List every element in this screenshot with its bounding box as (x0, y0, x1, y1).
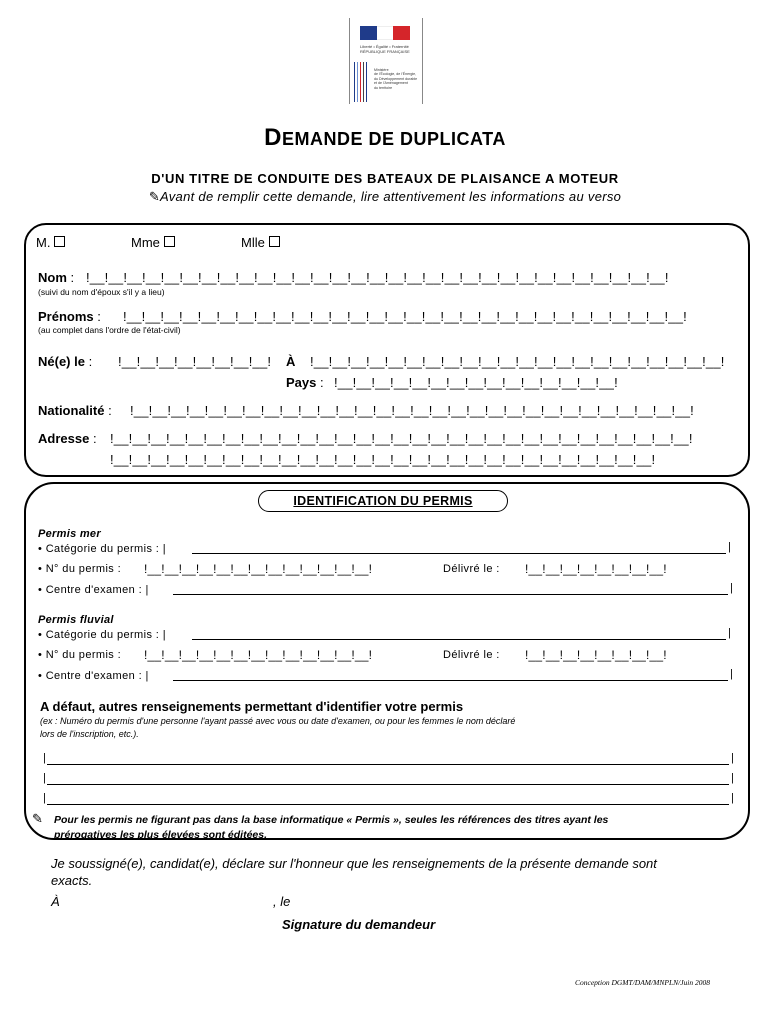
lieu-field[interactable]: !__!__!__!__!__!__!__!__!__!__!__!__!__!__!__!__!__!__!__!__!__!__! (310, 354, 725, 369)
civility-mme[interactable]: Mme (131, 235, 175, 250)
permit-heading: IDENTIFICATION DU PERMIS (258, 490, 508, 512)
nom-hint: (suivi du nom d'époux s'il y a lieu) (38, 287, 165, 297)
prenoms-label: Prénoms : (38, 309, 101, 324)
pointing-hand-icon: ✎ (148, 189, 161, 204)
mer-numero-row[interactable]: • N° du permis : !__!__!__!__!__!__!__!__!__!__!__!__!__! (38, 562, 373, 576)
notice: ✎Avant de remplir cette demande, lire attentivement les informations au verso (148, 189, 622, 204)
declaration-line-1: Je soussigné(e), candidat(e), déclare sur l'honneur que les renseignements de la présente demande sont (51, 856, 657, 871)
adresse-label: Adresse : (38, 431, 97, 446)
fluvial-delivre-label: Délivré le : (443, 649, 500, 661)
pays-label: Pays : (286, 375, 324, 390)
prenoms-hint: (au complet dans l'ordre de l'état-civil) (38, 325, 181, 335)
pointing-hand-icon: ✎ (32, 811, 43, 826)
naissance-label: Né(e) le : (38, 354, 93, 369)
logo-republic: RÉPUBLIQUE FRANÇAISE (360, 49, 410, 54)
page-title: DEMANDE DE DUPLICATA (264, 124, 506, 151)
mer-categorie-row[interactable]: • Catégorie du permis : | | (38, 541, 732, 555)
pays-field[interactable]: !__!__!__!__!__!__!__!__!__!__!__!__!__!__!__! (334, 375, 618, 390)
mer-delivre-label: Délivré le : (443, 563, 500, 575)
signature-label: Signature du demandeur (282, 917, 436, 932)
page-subtitle: D'UN TITRE DE CONDUITE DES BATEAUX DE PLAISANCE A MOTEUR (151, 171, 619, 186)
adresse-field-2[interactable]: !__!__!__!__!__!__!__!__!__!__!__!__!__!__!__!__!__!__!__!__!__!__!__!__!__!__!__!__!__! (110, 452, 656, 467)
nationalite-field[interactable]: !__!__!__!__!__!__!__!__!__!__!__!__!__!__!__!__!__!__!__!__!__!__!__!__!__!__!__!__!__!__! (130, 403, 694, 418)
ministry-stripes-icon (354, 62, 370, 102)
date-label: , le (273, 894, 291, 909)
nom-label: Nom : (38, 270, 75, 285)
prenoms-field[interactable]: !__!__!__!__!__!__!__!__!__!__!__!__!__!__!__!__!__!__!__!__!__!__!__!__!__!__!__!__!__!__! (123, 309, 687, 324)
other-info-title: A défaut, autres renseignements permettant d'identifier votre permis (40, 699, 464, 714)
fluvial-categorie-row[interactable]: • Catégorie du permis : | | (38, 627, 732, 641)
other-info-line-1[interactable]: | | (43, 752, 734, 764)
fluvial-delivre-field[interactable]: !__!__!__!__!__!__!__!__! (525, 648, 667, 662)
checkbox-mme[interactable] (164, 236, 175, 247)
permit-note-2: prérogatives les plus élevées sont éditées. (54, 829, 268, 841)
flag-icon (360, 26, 410, 40)
logo-motto: Liberté • Égalité • Fraternité (360, 44, 409, 49)
other-info-hint-1: (ex : Numéro du permis d'une personne l'ayant passé avec vous ou date d'examen, ou pour les femmes le nom déclaré (40, 716, 516, 726)
lieu-label: À (286, 354, 296, 369)
marianne-logo (349, 18, 423, 104)
checkbox-m[interactable] (54, 236, 65, 247)
naissance-date-field[interactable]: !__!__!__!__!__!__!__!__! (118, 354, 272, 369)
permit-note-1: Pour les permis ne figurant pas dans la base informatique « Permis », seules les références des titres ayant les (54, 814, 609, 826)
civility-m[interactable]: M. (36, 235, 65, 250)
credit: Conception DGMT/DAM/MNPLN/Juin 2008 (575, 978, 710, 987)
declaration-line-2: exacts. (51, 873, 93, 888)
other-info-line-3[interactable]: | | (43, 792, 734, 804)
mer-centre-row[interactable]: • Centre d'examen : | | (38, 582, 734, 596)
permis-mer-title: Permis mer (38, 528, 101, 540)
logo-ministry: Ministère de l'Écologie, de l'Énergie, du Développement durable et de l'Aménagement du territoire (374, 68, 418, 90)
fluvial-numero-row[interactable]: • N° du permis : !__!__!__!__!__!__!__!__!__!__!__!__!__! (38, 648, 373, 662)
nationalite-label: Nationalité : (38, 403, 112, 418)
other-info-line-2[interactable]: | | (43, 772, 734, 784)
civility-mlle[interactable]: Mlle (241, 235, 280, 250)
place-label: À (51, 894, 60, 909)
adresse-field-1[interactable]: !__!__!__!__!__!__!__!__!__!__!__!__!__!__!__!__!__!__!__!__!__!__!__!__!__!__!__!__!__!__!__! (110, 431, 693, 446)
fluvial-centre-row[interactable]: • Centre d'examen : | | (38, 668, 734, 682)
nom-field[interactable]: !__!__!__!__!__!__!__!__!__!__!__!__!__!__!__!__!__!__!__!__!__!__!__!__!__!__!__!__!__!__!__! (86, 270, 669, 285)
checkbox-mlle[interactable] (269, 236, 280, 247)
other-info-hint-2: lors de l'inscription, etc.). (40, 729, 139, 739)
mer-delivre-field[interactable]: !__!__!__!__!__!__!__!__! (525, 562, 667, 576)
permis-fluvial-title: Permis fluvial (38, 614, 114, 626)
